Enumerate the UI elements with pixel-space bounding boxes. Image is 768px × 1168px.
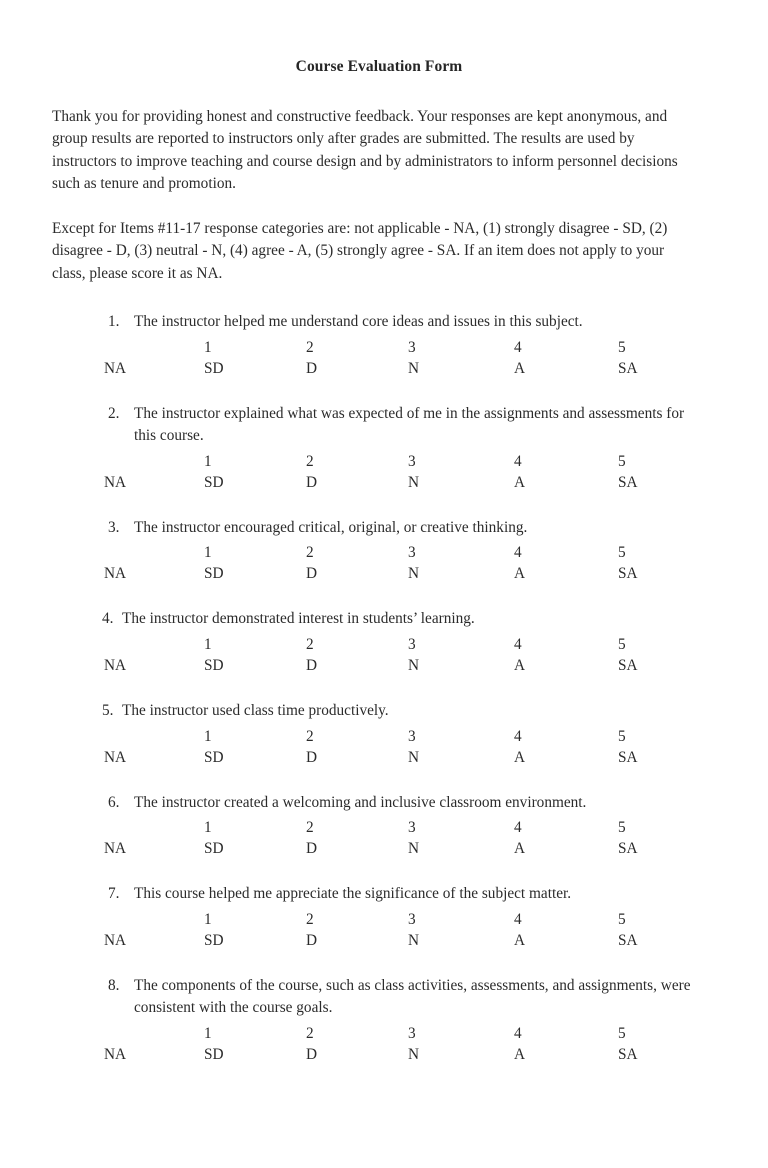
evaluation-item-list xyxy=(52,311,706,1066)
scale-abbr: A xyxy=(514,565,526,583)
item-text: The instructor explained what was expected of me in the assignments and assessments for this course. xyxy=(134,405,685,444)
scale-abbr: D xyxy=(306,1045,318,1063)
scale-option-a[interactable] xyxy=(514,909,525,951)
scale-abbr: SD xyxy=(204,656,224,674)
scale-abbr: SD xyxy=(204,748,224,766)
scale-option-na[interactable] xyxy=(104,337,126,379)
scale-option-sd[interactable] xyxy=(204,726,224,768)
scale-abbr: N xyxy=(408,656,420,674)
evaluation-item xyxy=(52,792,706,862)
scale-option-sd[interactable] xyxy=(204,1023,224,1065)
scale-option-n[interactable] xyxy=(408,726,419,768)
scale-option-a[interactable] xyxy=(514,726,525,768)
scale-abbr: NA xyxy=(104,748,127,766)
scale-abbr: NA xyxy=(104,1045,127,1063)
scale-number: 3 xyxy=(408,819,416,837)
scale-number: 2 xyxy=(306,452,314,470)
scale-number: 1 xyxy=(204,911,212,929)
scale-number: 3 xyxy=(408,544,416,562)
evaluation-item xyxy=(52,608,706,678)
item-number: 4. xyxy=(102,610,114,628)
scale-abbr: A xyxy=(514,1045,526,1063)
scale-abbr: N xyxy=(408,565,420,583)
evaluation-item xyxy=(52,975,706,1066)
scale-abbr: SA xyxy=(618,360,638,378)
response-scale xyxy=(52,726,706,770)
scale-option-a[interactable] xyxy=(514,634,525,676)
scale-number: 5 xyxy=(618,911,626,929)
response-scale xyxy=(52,451,706,495)
evaluation-item xyxy=(52,700,706,770)
scale-abbr: N xyxy=(408,360,420,378)
scale-number: 4 xyxy=(514,452,522,470)
scale-option-n[interactable] xyxy=(408,634,419,676)
scale-abbr: N xyxy=(408,1045,420,1063)
response-scale xyxy=(52,542,706,586)
scale-number: 1 xyxy=(204,1024,212,1042)
scale-option-sa[interactable] xyxy=(618,817,638,859)
scale-option-d[interactable] xyxy=(306,909,317,951)
scale-abbr: A xyxy=(514,360,526,378)
scale-abbr: NA xyxy=(104,656,127,674)
scale-option-n[interactable] xyxy=(408,909,419,951)
evaluation-item xyxy=(52,517,706,587)
scale-abbr: NA xyxy=(104,932,127,950)
scale-option-na[interactable] xyxy=(104,1023,126,1065)
scale-option-sa[interactable] xyxy=(618,1023,638,1065)
scale-option-n[interactable] xyxy=(408,542,419,584)
scale-number: 2 xyxy=(306,544,314,562)
scale-option-a[interactable] xyxy=(514,1023,525,1065)
scale-number: 5 xyxy=(618,452,626,470)
item-number: 8. xyxy=(108,977,120,995)
scale-abbr: SD xyxy=(204,932,224,950)
scale-option-d[interactable] xyxy=(306,817,317,859)
scale-abbr: D xyxy=(306,748,318,766)
scale-number: 1 xyxy=(204,819,212,837)
scale-abbr: A xyxy=(514,656,526,674)
scale-number: 4 xyxy=(514,727,522,745)
scale-number: 5 xyxy=(618,819,626,837)
response-scale xyxy=(52,1023,706,1067)
scale-option-na[interactable] xyxy=(104,634,126,676)
scale-number: 2 xyxy=(306,727,314,745)
scale-option-sa[interactable] xyxy=(618,451,638,493)
item-text: The components of the course, such as class activities, assessments, and assignments, were consistent with the course goals. xyxy=(134,977,691,1016)
scale-number: 1 xyxy=(204,635,212,653)
scale-number: 1 xyxy=(204,544,212,562)
scale-option-n[interactable] xyxy=(408,337,419,379)
scale-number: 3 xyxy=(408,635,416,653)
scale-option-d[interactable] xyxy=(306,451,317,493)
scale-number: 5 xyxy=(618,635,626,653)
scale-option-a[interactable] xyxy=(514,337,525,379)
scale-option-d[interactable] xyxy=(306,337,317,379)
scale-abbr: SD xyxy=(204,1045,224,1063)
scale-option-na[interactable] xyxy=(104,817,126,859)
scale-option-sd[interactable] xyxy=(204,337,224,379)
scale-option-sd[interactable] xyxy=(204,542,224,584)
evaluation-item xyxy=(52,403,706,494)
scale-number: 5 xyxy=(618,339,626,357)
scale-abbr: N xyxy=(408,473,420,491)
scale-number: 1 xyxy=(204,452,212,470)
scale-abbr: D xyxy=(306,565,318,583)
scale-option-d[interactable] xyxy=(306,542,317,584)
scale-number: 4 xyxy=(514,339,522,357)
scale-abbr: SA xyxy=(618,656,638,674)
item-text: The instructor created a welcoming and inclusive classroom environment. xyxy=(134,793,587,811)
scale-option-d[interactable] xyxy=(306,1023,317,1065)
scale-abbr: D xyxy=(306,656,318,674)
scale-number: 1 xyxy=(204,339,212,357)
scale-abbr: A xyxy=(514,932,526,950)
scale-option-a[interactable] xyxy=(514,817,525,859)
intro-paragraph-1: Thank you for providing honest and constructive feedback. Your responses are kept anonymous, and group results are reported to instructors only after grades are submitted. The results are used by instructors to improve teaching and course design and by administrators to inform personnel decisions such as tenure and promotion. xyxy=(52,108,678,193)
scale-option-d[interactable] xyxy=(306,726,317,768)
scale-number: 2 xyxy=(306,339,314,357)
scale-abbr: N xyxy=(408,932,420,950)
scale-number: 5 xyxy=(618,1024,626,1042)
scale-abbr: NA xyxy=(104,360,127,378)
scale-abbr: SA xyxy=(618,932,638,950)
scale-number: 2 xyxy=(306,635,314,653)
item-text: The instructor encouraged critical, original, or creative thinking. xyxy=(134,518,528,536)
scale-abbr: D xyxy=(306,360,318,378)
response-scale xyxy=(52,817,706,861)
scale-option-a[interactable] xyxy=(514,542,525,584)
scale-option-sd[interactable] xyxy=(204,817,224,859)
scale-abbr: SA xyxy=(618,473,638,491)
scale-option-n[interactable] xyxy=(408,817,419,859)
scale-number: 4 xyxy=(514,635,522,653)
scale-option-d[interactable] xyxy=(306,634,317,676)
item-number: 2. xyxy=(108,405,120,423)
scale-abbr: SA xyxy=(618,565,638,583)
intro-paragraph-2: Except for Items #11-17 response categories are: not applicable - NA, (1) strongly disagree - SD, (2) disagree - D, (3) neutral - N, (4) agree - A, (5) strongly agree - SA. If an item does not apply to your class, please score it as NA. xyxy=(52,219,668,282)
scale-option-sd[interactable] xyxy=(204,451,224,493)
scale-number: 4 xyxy=(514,544,522,562)
scale-number: 3 xyxy=(408,1024,416,1042)
scale-abbr: NA xyxy=(104,565,127,583)
item-number: 7. xyxy=(108,885,120,903)
scale-abbr: D xyxy=(306,473,318,491)
item-number: 1. xyxy=(108,313,120,331)
scale-option-sa[interactable] xyxy=(618,337,638,379)
scale-abbr: SD xyxy=(204,473,224,491)
item-number: 6. xyxy=(108,793,120,811)
item-text: The instructor helped me understand core ideas and issues in this subject. xyxy=(134,313,583,331)
scale-option-na[interactable] xyxy=(104,451,126,493)
scale-abbr: A xyxy=(514,840,526,858)
scale-number: 5 xyxy=(618,727,626,745)
scale-option-sd[interactable] xyxy=(204,909,224,951)
scale-abbr: NA xyxy=(104,473,127,491)
scale-abbr: A xyxy=(514,473,526,491)
response-scale xyxy=(52,909,706,953)
scale-option-sa[interactable] xyxy=(618,634,638,676)
scale-option-na[interactable] xyxy=(104,542,126,584)
scale-number: 4 xyxy=(514,819,522,837)
scale-abbr: SD xyxy=(204,840,224,858)
response-scale xyxy=(52,634,706,678)
scale-option-n[interactable] xyxy=(408,451,419,493)
scale-abbr: D xyxy=(306,840,318,858)
scale-number: 2 xyxy=(306,911,314,929)
scale-option-sa[interactable] xyxy=(618,909,638,951)
scale-abbr: SD xyxy=(204,360,224,378)
scale-abbr: N xyxy=(408,748,420,766)
scale-option-sd[interactable] xyxy=(204,634,224,676)
scale-abbr: NA xyxy=(104,840,127,858)
scale-abbr: D xyxy=(306,932,318,950)
scale-option-na[interactable] xyxy=(104,726,126,768)
scale-abbr: N xyxy=(408,840,420,858)
scale-abbr: A xyxy=(514,748,526,766)
evaluation-item xyxy=(52,883,706,953)
scale-number: 2 xyxy=(306,1024,314,1042)
evaluation-item xyxy=(52,311,706,381)
item-number: 3. xyxy=(108,518,120,536)
scale-number: 3 xyxy=(408,911,416,929)
item-number: 5. xyxy=(102,701,114,719)
scale-abbr: SA xyxy=(618,1045,638,1063)
scale-option-na[interactable] xyxy=(104,909,126,951)
scale-number: 3 xyxy=(408,339,416,357)
scale-option-n[interactable] xyxy=(408,1023,419,1065)
scale-option-sa[interactable] xyxy=(618,726,638,768)
scale-number: 1 xyxy=(204,727,212,745)
scale-abbr: SD xyxy=(204,565,224,583)
scale-number: 2 xyxy=(306,819,314,837)
scale-number: 4 xyxy=(514,911,522,929)
scale-number: 5 xyxy=(618,544,626,562)
scale-abbr: SA xyxy=(618,840,638,858)
response-scale xyxy=(52,337,706,381)
item-text: The instructor used class time productively. xyxy=(122,701,389,719)
scale-number: 4 xyxy=(514,1024,522,1042)
item-text: This course helped me appreciate the significance of the subject matter. xyxy=(134,885,572,903)
scale-number: 3 xyxy=(408,452,416,470)
item-text: The instructor demonstrated interest in students’ learning. xyxy=(122,610,475,628)
scale-option-a[interactable] xyxy=(514,451,525,493)
scale-option-sa[interactable] xyxy=(618,542,638,584)
page-title: Course Evaluation Form xyxy=(295,58,463,75)
scale-abbr: SA xyxy=(618,748,638,766)
scale-number: 3 xyxy=(408,727,416,745)
